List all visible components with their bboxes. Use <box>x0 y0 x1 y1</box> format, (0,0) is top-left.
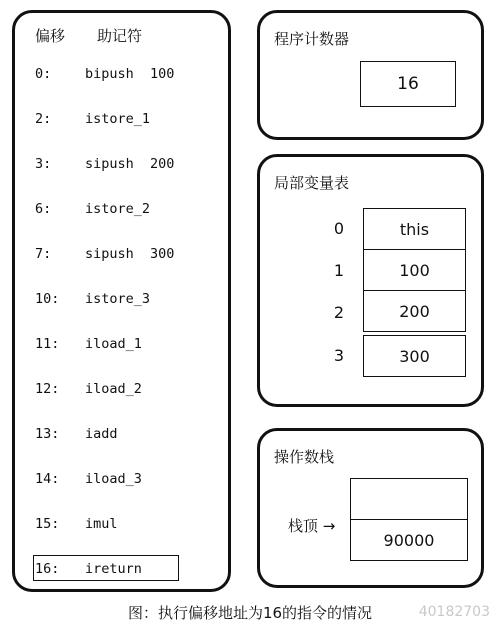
bytecode-panel <box>12 10 231 592</box>
bytecode-row: 13: iadd <box>35 426 118 442</box>
program-counter-value: 16 <box>360 61 456 107</box>
bytecode-row: 12: iload_2 <box>35 381 142 397</box>
local-var-index: 0 <box>333 219 345 238</box>
bytecode-row-current: 16: ireturn <box>35 561 142 577</box>
local-var-index: 2 <box>333 303 345 322</box>
bytecode-row: 15: imul <box>35 516 118 532</box>
local-var-index: 1 <box>333 261 345 280</box>
local-variable-title: 局部变量表 <box>274 174 350 192</box>
bytecode-row: 14: iload_3 <box>35 471 142 487</box>
bytecode-row: 0: bipush 100 <box>35 66 175 82</box>
program-counter-title: 程序计数器 <box>274 30 350 48</box>
bytecode-row: 2: istore_1 <box>35 111 151 127</box>
stack-slot-bottom: 90000 <box>350 519 468 561</box>
bytecode-row: 7: sipush 300 <box>35 246 175 262</box>
local-var-index: 3 <box>333 346 345 365</box>
local-var-slot: this <box>363 208 466 250</box>
local-var-slot: 200 <box>363 290 466 332</box>
mnemonic-header: 助记符 <box>97 27 143 45</box>
bytecode-row: 3: sipush 200 <box>35 156 175 172</box>
stack-slot-top <box>350 478 468 520</box>
local-variable-panel <box>257 154 484 407</box>
program-counter-panel <box>257 10 484 140</box>
local-var-slot: 100 <box>363 249 466 291</box>
bytecode-row: 6: istore_2 <box>35 201 151 217</box>
bytecode-row: 11: iload_1 <box>35 336 142 352</box>
bytecode-row: 10: istore_3 <box>35 291 151 307</box>
operand-stack-panel <box>257 428 484 588</box>
local-var-slot: 300 <box>363 335 466 377</box>
operand-stack-title: 操作数栈 <box>274 448 335 466</box>
stack-top-label: 栈顶 → <box>288 517 336 535</box>
offset-header: 偏移 <box>35 27 66 45</box>
watermark: 40182703 <box>418 604 490 620</box>
figure-caption: 图：执行偏移地址为16的指令的情况 <box>127 604 373 622</box>
